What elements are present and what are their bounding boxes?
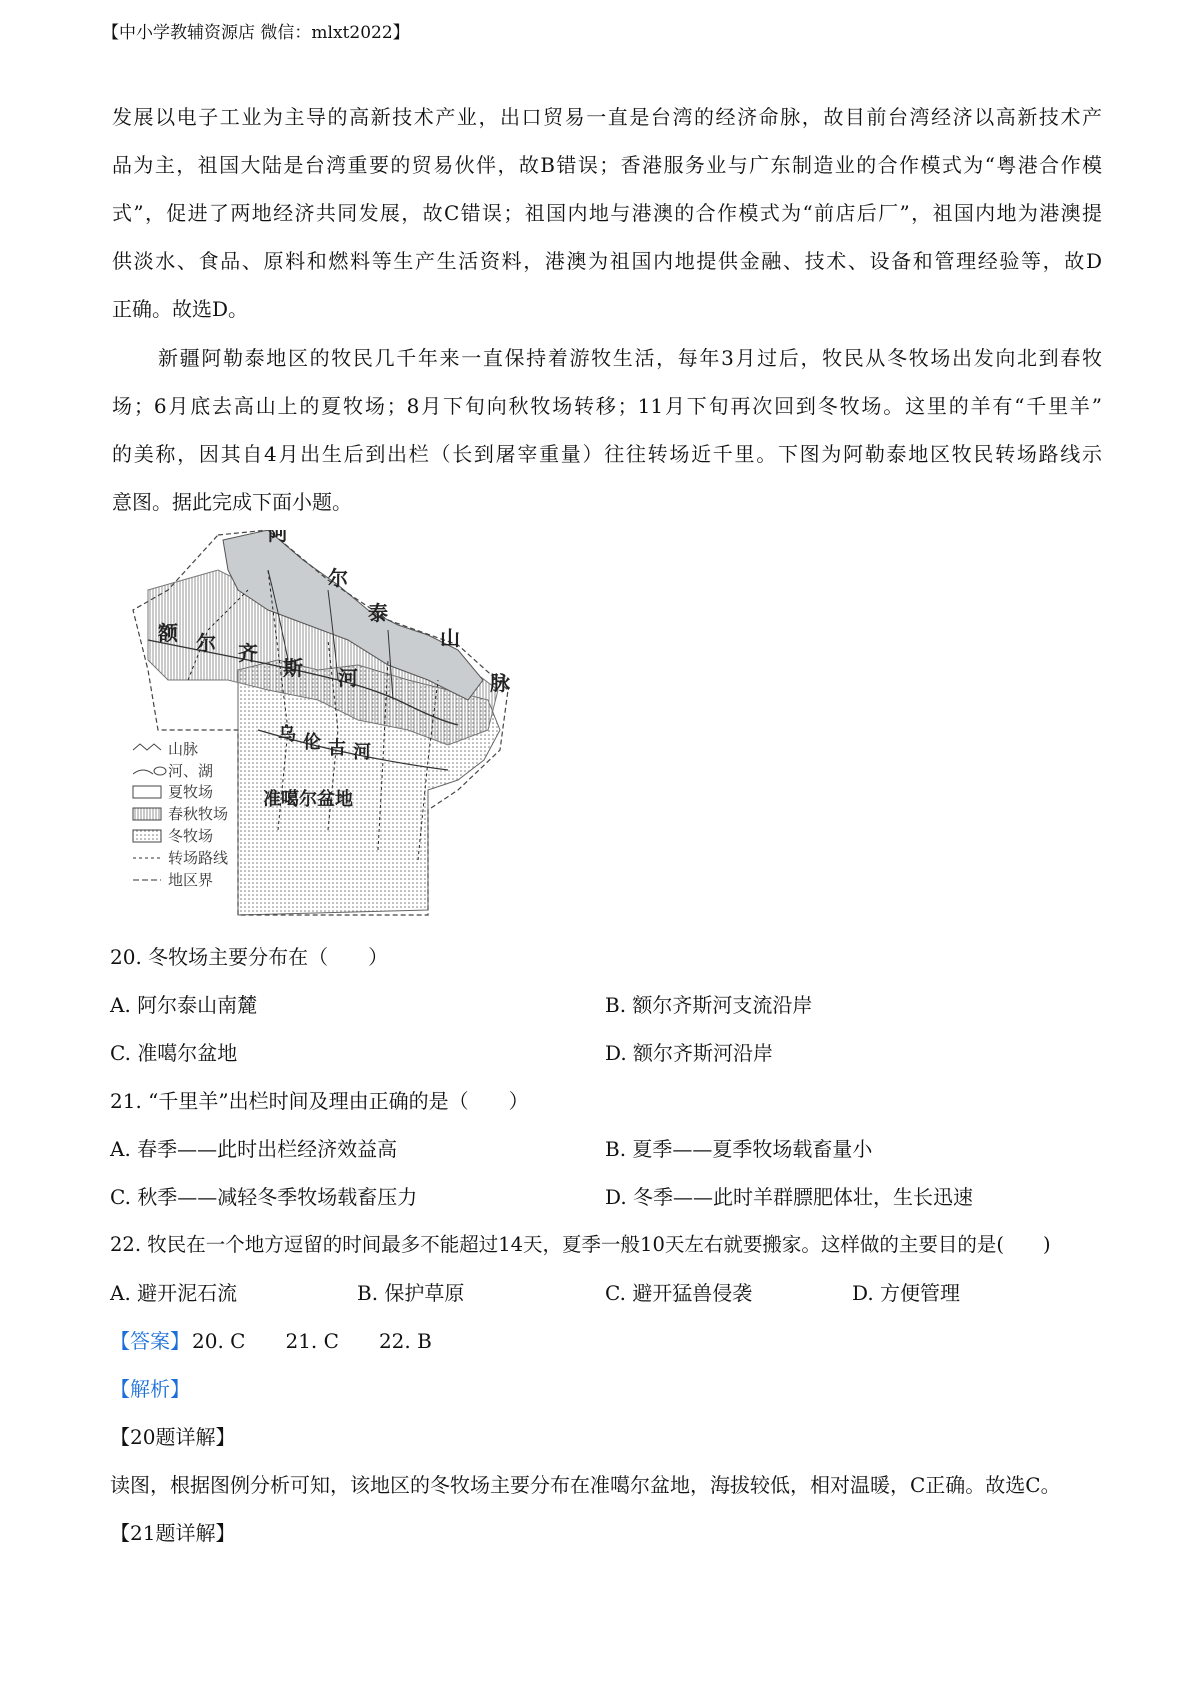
option-21-d[interactable]	[605, 1181, 973, 1210]
option-text: 避开泥石流	[137, 1281, 238, 1305]
text-line: 新疆阿勒泰地区的牧民几千年来一直保持着游牧生活，每年3月过后，牧民从冬牧场出发向北到春牧	[158, 346, 1102, 370]
question-text: 冬牧场主要分布在（ ）	[148, 945, 389, 969]
option-key: C.	[110, 1185, 131, 1209]
answer-value: 21. C	[285, 1329, 339, 1353]
option-22-d[interactable]	[852, 1277, 960, 1306]
text-line: 正确。故选D。	[112, 297, 249, 321]
detail-21-title: 【21题详解】	[110, 1521, 236, 1545]
question-text: “千里羊”出栏时间及理由正确的是（ ）	[148, 1089, 529, 1113]
detail-20-title: 【20题详解】	[110, 1425, 236, 1449]
question-text: 牧民在一个地方逗留的时间最多不能超过14天，夏季一般10天左右就要搬家。这样做的主要目的是( )	[147, 1233, 1051, 1256]
option-21-a[interactable]	[110, 1133, 397, 1162]
legend-label: 冬牧场	[168, 827, 214, 845]
answer-value: 20. C	[192, 1329, 246, 1353]
option-key: B.	[605, 993, 627, 1017]
option-key: A.	[110, 993, 131, 1017]
analysis-tag: 【解析】	[110, 1377, 190, 1401]
question-20	[110, 941, 388, 970]
option-text: 春季——此时出栏经济效益高	[137, 1137, 398, 1161]
map-label: 乌	[278, 724, 296, 745]
legend-label: 河、湖	[168, 762, 214, 780]
option-text: 避开猛兽侵袭	[632, 1281, 753, 1305]
legend-label: 地区界	[168, 871, 214, 889]
option-text: 额尔齐斯河沿岸	[633, 1041, 774, 1065]
map-label: 尔	[328, 566, 348, 590]
legend-label: 山脉	[168, 740, 199, 758]
map-label: 阿	[268, 530, 288, 545]
text-line: 品为主，祖国大陆是台湾重要的贸易伙伴，故B错误；香港服务业与广东制造业的合作模式为“粤港合作模	[112, 153, 1102, 177]
text-line: 发展以电子工业为主导的高新技术产业，出口贸易一直是台湾的经济命脉，故目前台湾经济以高新技术产	[112, 105, 1102, 129]
option-20-b[interactable]	[605, 989, 812, 1018]
spring-autumn-legend-swatch	[133, 808, 161, 820]
text-line: 场；6月底去高山上的夏牧场；8月下旬向秋牧场转移；11月下旬再次回到冬牧场。这里的羊有“千里羊”	[112, 394, 1102, 418]
map-label: 河	[353, 742, 371, 763]
option-key: C.	[110, 1041, 131, 1065]
altay-map	[128, 530, 568, 920]
text-line: 意图。据此完成下面小题。	[112, 490, 352, 514]
option-20-c[interactable]	[110, 1037, 237, 1066]
text-line: 供淡水、食品、原料和燃料等生产生活资料，港澳为祖国内地提供金融、技术、设备和管理经验等，故D	[112, 249, 1102, 273]
summer-legend-swatch	[133, 786, 161, 798]
question-number: 21.	[110, 1089, 142, 1113]
prev-explanation	[112, 93, 1102, 333]
map-legend	[133, 740, 228, 889]
option-20-d[interactable]	[605, 1037, 773, 1066]
option-text: 保护草原	[384, 1281, 465, 1305]
option-text: 冬季——此时羊群膘肥体壮，生长迅速	[633, 1185, 974, 1209]
map-label: 斯	[283, 656, 303, 680]
map-label: 泰	[368, 601, 388, 625]
question-stem	[112, 334, 1102, 526]
option-key: D.	[605, 1185, 627, 1209]
basin-label: 准噶尔盆地	[263, 789, 353, 810]
option-text: 阿尔泰山南麓	[137, 993, 258, 1017]
option-22-b[interactable]	[357, 1277, 464, 1306]
option-text: 秋季——减轻冬季牧场载畜压力	[137, 1185, 418, 1209]
mountain-legend-icon	[133, 744, 161, 750]
option-22-c[interactable]	[605, 1277, 752, 1306]
option-key: B.	[605, 1137, 627, 1161]
option-key: C.	[605, 1281, 626, 1305]
answer-tag: 【答案】	[110, 1329, 190, 1353]
option-text: 准噶尔盆地	[137, 1041, 238, 1065]
question-21	[110, 1085, 529, 1114]
legend-label: 转场路线	[168, 849, 229, 867]
option-text: 额尔齐斯河支流沿岸	[632, 993, 813, 1017]
map-label: 河	[338, 666, 358, 690]
map-label: 脉	[490, 671, 510, 695]
option-21-b[interactable]	[605, 1133, 872, 1162]
option-22-a[interactable]	[110, 1277, 237, 1306]
question-number: 22.	[110, 1233, 142, 1256]
option-key: D.	[605, 1041, 627, 1065]
map-label: 伦	[303, 732, 321, 753]
page-header: 【中小学教辅资源店 微信：mlxt2022】	[102, 23, 410, 43]
map-label: 山	[440, 626, 460, 650]
answer-value: 22. B	[378, 1329, 432, 1353]
question-number: 20.	[110, 945, 142, 969]
option-20-a[interactable]	[110, 989, 257, 1018]
answer-line	[110, 1325, 432, 1354]
legend-label: 春秋牧场	[168, 805, 229, 823]
winter-legend-swatch	[133, 830, 161, 842]
lake-legend-icon	[154, 767, 166, 775]
legend-label: 夏牧场	[168, 783, 214, 801]
map-label: 额	[158, 621, 178, 645]
option-key: A.	[110, 1281, 131, 1305]
map-label: 尔	[196, 631, 216, 655]
option-text: 夏季——夏季牧场载畜量小	[632, 1137, 873, 1161]
text-line: 的美称，因其自4月出生后到出栏（长到屠宰重量）往往转场近千里。下图为阿勒泰地区牧民转场路线示	[112, 442, 1102, 466]
option-key: A.	[110, 1137, 131, 1161]
option-text: 方便管理	[880, 1281, 961, 1305]
river-legend-icon	[133, 770, 153, 774]
map-label: 齐	[238, 641, 258, 665]
detail-20-text: 读图，根据图例分析可知，该地区的冬牧场主要分布在准噶尔盆地，海拔较低，相对温暖，C正确。故选C。	[110, 1473, 1061, 1497]
option-21-c[interactable]	[110, 1181, 417, 1210]
question-22	[110, 1229, 1051, 1257]
text-line: 式”，促进了两地经济共同发展，故C错误；祖国内地与港澳的合作模式为“前店后厂”，祖国内地为港澳提	[112, 201, 1102, 225]
option-key: B.	[357, 1281, 379, 1305]
option-key: D.	[852, 1281, 874, 1305]
map-label: 古	[328, 738, 346, 759]
altay-map-figure	[128, 530, 568, 920]
